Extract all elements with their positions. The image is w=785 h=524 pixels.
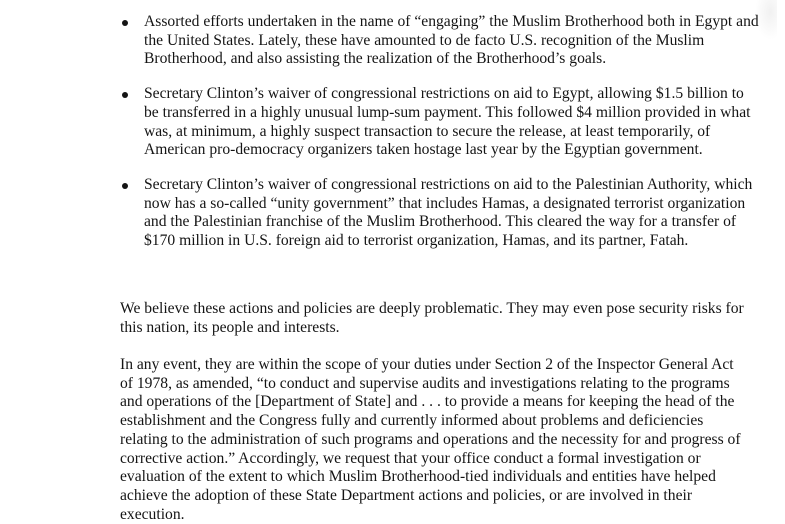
bullet-text: Assorted efforts undertaken in the name of “engaging” the Muslim Brotherhood both in Egypt and the United States. Lately, these have amounted to de facto U.S. recognition of the Muslim Brotherhood, and also assisting the realization of the Brotherhood’s goals. [144,13,759,68]
bullet-point-icon [122,92,128,98]
bullet-item [120,176,760,251]
bullet-point-icon [122,20,128,26]
bullet-point-icon [122,183,128,189]
body-paragraph: In any event, they are within the scope of your duties under Section 2 of the Inspector General Act of 1978, as amended, “to conduct and supervise audits and investigations relating to the programs and operations of the [Department of State] and . . . to provide a means for keeping the head of the establishment and the Congress fully and currently informed about problems and deficiencies relating to the administration of such programs and operations and the necessity for and progress of corrective action.” Accordingly, we request that your office conduct a formal investigation or evaluation of the extent to which Muslim Brotherhood-tied individuals and entities have helped achieve the adoption of these State Department actions and policies, or are involved in their execution. [120,356,741,523]
bullet-list [120,13,760,267]
bullet-item [120,13,760,69]
bullet-text: Secretary Clinton’s waiver of congressional restrictions on aid to Egypt, allowing $1.5 billion to be transferred in a highly unusual lump-sum payment. This followed $4 million provided in what was, at minimum, a highly suspect transaction to secure the release, at least temporarily, of American pro-democracy organizers taken hostage last year by the Egyptian government. [144,85,751,159]
body-paragraph: We believe these actions and policies are deeply problematic. They may even pose security risks for this nation, its people and interests. [120,300,744,336]
bullet-text: Secretary Clinton’s waiver of congressional restrictions on aid to the Palestinian Authority, which now has a so-called “unity government” that includes Hamas, a designated terrorist organization and the Palestinian franchise of the Muslim Brotherhood. This cleared the way for a transfer of $170 million in U.S. foreign aid to terrorist organization, Hamas, and its partner, Fatah. [144,175,753,250]
bullet-item [120,85,760,160]
